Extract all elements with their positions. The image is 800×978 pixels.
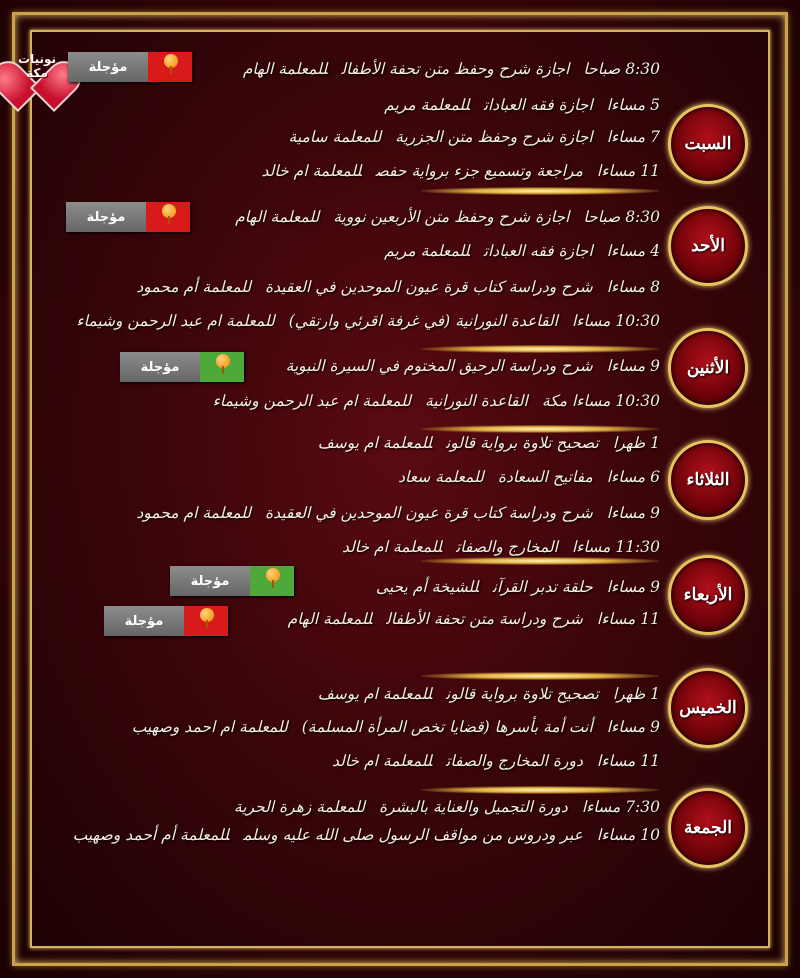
session-title: تصحيح تلاوة برواية قالون bbox=[445, 685, 599, 703]
session-teacher: للمعلمة سعاد bbox=[398, 468, 484, 486]
session-row bbox=[122, 276, 660, 298]
session-teacher: للمعلمة ام عبد الرحمن وشيماء bbox=[212, 392, 411, 410]
session-time: 4 مساءا bbox=[606, 242, 660, 260]
session-title: أنت أمة بأسرها (قضايا تخص المرأة المسلمة) bbox=[301, 718, 593, 736]
session-row bbox=[248, 160, 660, 182]
session-row bbox=[274, 608, 660, 630]
logo-heart bbox=[8, 40, 60, 88]
day-friday: الجمعة bbox=[668, 788, 748, 868]
session-title: حلقة تدبر القرآن bbox=[492, 578, 593, 596]
session-time: 9 مساءا bbox=[606, 718, 660, 736]
session-time: 1 ظهرا bbox=[612, 685, 660, 703]
session-teacher: للمعلمة الهام bbox=[235, 208, 320, 226]
green-flag bbox=[200, 352, 244, 382]
postponed-badge bbox=[66, 202, 190, 232]
session-row bbox=[221, 206, 660, 228]
day-saturday: السبت bbox=[668, 104, 748, 184]
postponed-label: مؤجلة bbox=[66, 202, 146, 232]
session-time: 10:30 مساءا bbox=[571, 312, 660, 330]
day-wednesday: الأربعاء bbox=[668, 555, 748, 635]
session-row bbox=[118, 716, 660, 738]
session-title: شرح ودراسة متن تحفة الأطفال bbox=[386, 610, 583, 628]
session-row bbox=[199, 390, 660, 412]
postponed-label: مؤجلة bbox=[170, 566, 250, 596]
session-title: القاعدة النورانية bbox=[425, 392, 528, 410]
session-row bbox=[272, 355, 660, 377]
session-title: مفاتيح السعادة bbox=[497, 468, 593, 486]
day-tuesday: الثلاثاء bbox=[668, 440, 748, 520]
session-time: 9 مساءا bbox=[606, 504, 660, 522]
session-time: 10:30 مساءا مكة bbox=[541, 392, 660, 410]
session-row bbox=[275, 126, 660, 148]
session-teacher: للمعلمة ام عبد الرحمن وشيماء bbox=[76, 312, 275, 330]
session-row bbox=[318, 750, 660, 772]
session-title: دورة التجميل والعناية بالبشرة bbox=[378, 798, 568, 816]
logo-text: نونيات مكة bbox=[18, 52, 56, 80]
postponed-label: مؤجلة bbox=[120, 352, 200, 382]
day-sunday: الأحد bbox=[668, 206, 748, 286]
session-teacher: للمعلمة سامية bbox=[288, 128, 382, 146]
session-row bbox=[384, 466, 660, 488]
red-flag bbox=[146, 202, 190, 232]
session-teacher: للمعلمة زهرة الحرية bbox=[233, 798, 365, 816]
session-time: 10 مساءا bbox=[596, 826, 660, 844]
pushpin-icon bbox=[164, 54, 178, 68]
session-title: شرح ودراسة كتاب قرة عيون الموحدين في العقيدة bbox=[265, 504, 593, 522]
postponed-badge bbox=[170, 566, 294, 596]
session-teacher: للمعلمة الهام bbox=[287, 610, 373, 628]
session-teacher: للمعلمة ام احمد وصهيب bbox=[131, 718, 288, 736]
session-teacher: للمعلمة ام محمود bbox=[136, 504, 252, 522]
session-teacher: للمعلمة ام خالد bbox=[331, 752, 432, 770]
session-title: اجازة فقه العبادات bbox=[483, 96, 593, 114]
gold-divider bbox=[420, 786, 660, 794]
postponed-badge bbox=[68, 52, 192, 82]
session-time: 1 ظهرا bbox=[612, 434, 660, 452]
session-teacher: للمعلمة ام يوسف bbox=[317, 685, 432, 703]
gold-divider bbox=[420, 557, 660, 565]
session-time: 8:30 صباحا bbox=[583, 60, 660, 78]
session-teacher: للمعلمة أم محمود bbox=[136, 278, 252, 296]
session-row bbox=[59, 824, 660, 846]
day-thursday: الخميس bbox=[668, 668, 748, 748]
session-time: 11 مساءا bbox=[596, 610, 660, 628]
session-title: القاعدة النورانية (في غرفة اقرئي وارتقي) bbox=[288, 312, 558, 330]
pushpin-icon bbox=[216, 354, 230, 368]
session-teacher: للمعلمة أم أحمد وصهيب bbox=[72, 826, 230, 844]
session-row bbox=[304, 432, 660, 454]
session-title: دورة المخارج والصفات bbox=[446, 752, 583, 770]
session-time: 7:30 مساءا bbox=[581, 798, 660, 816]
session-title: تصحيح تلاوة برواية قالون bbox=[445, 434, 599, 452]
gold-divider bbox=[420, 345, 660, 353]
pushpin-icon bbox=[266, 568, 280, 582]
session-title: اجازة شرح وحفظ متن الجزرية bbox=[395, 128, 593, 146]
session-title: اجازة شرح وحفظ متن تحفة الأطفال bbox=[341, 60, 570, 78]
postponed-badge bbox=[104, 606, 228, 636]
session-time: 7 مساءا bbox=[606, 128, 660, 146]
red-flag bbox=[184, 606, 228, 636]
session-time: 11 مساءا bbox=[596, 162, 660, 180]
postponed-label: مؤجلة bbox=[104, 606, 184, 636]
postponed-badge bbox=[120, 352, 244, 382]
session-teacher: للمعلمة مريم bbox=[384, 242, 470, 260]
pushpin-icon bbox=[162, 204, 176, 218]
session-row bbox=[370, 94, 660, 116]
session-time: 11:30 مساءا bbox=[571, 538, 660, 556]
session-teacher: للمعلمة الهام bbox=[242, 60, 328, 78]
session-row bbox=[229, 58, 660, 80]
session-row bbox=[122, 502, 660, 524]
session-teacher: للشيخة أم يحيى bbox=[375, 578, 479, 596]
session-time: 8 مساءا bbox=[606, 278, 660, 296]
session-time: 9 مساءا bbox=[606, 357, 660, 375]
session-title: المخارج والصفات bbox=[455, 538, 558, 556]
session-row bbox=[328, 536, 660, 558]
session-row bbox=[220, 796, 660, 818]
session-teacher: للمعلمة ام خالد bbox=[261, 162, 362, 180]
session-teacher: للمعلمة ام يوسف bbox=[317, 434, 432, 452]
session-time: 9 مساءا bbox=[606, 578, 660, 596]
session-row bbox=[370, 240, 660, 262]
session-row bbox=[362, 576, 660, 598]
session-row bbox=[304, 683, 660, 705]
pushpin-icon bbox=[200, 608, 214, 622]
session-time: 5 مساءا bbox=[606, 96, 660, 114]
session-title: شرح ودراسة الرحيق المختوم في السيرة النبوية bbox=[285, 357, 593, 375]
session-teacher: للمعلمة مريم bbox=[384, 96, 470, 114]
red-flag bbox=[148, 52, 192, 82]
session-teacher: للمعلمة ام خالد bbox=[341, 538, 442, 556]
session-title: اجازة فقه العبادات bbox=[483, 242, 593, 260]
session-title: شرح ودراسة كتاب قرة عيون الموحدين في العقيدة bbox=[265, 278, 593, 296]
session-row bbox=[62, 310, 660, 332]
session-time: 11 مساءا bbox=[596, 752, 660, 770]
day-monday: الأثنين bbox=[668, 328, 748, 408]
session-title: مراجعة وتسميع جزء برواية حفص bbox=[375, 162, 583, 180]
session-time: 8:30 صباحا bbox=[583, 208, 660, 226]
session-title: عبر ودروس من مواقف الرسول صلى الله عليه وسلم bbox=[243, 826, 583, 844]
session-title: اجازة شرح وحفظ متن الأربعين نووية bbox=[333, 208, 570, 226]
gold-divider bbox=[420, 187, 660, 195]
gold-divider bbox=[420, 672, 660, 680]
session-time: 6 مساءا bbox=[606, 468, 660, 486]
postponed-label: مؤجلة bbox=[68, 52, 148, 82]
green-flag bbox=[250, 566, 294, 596]
